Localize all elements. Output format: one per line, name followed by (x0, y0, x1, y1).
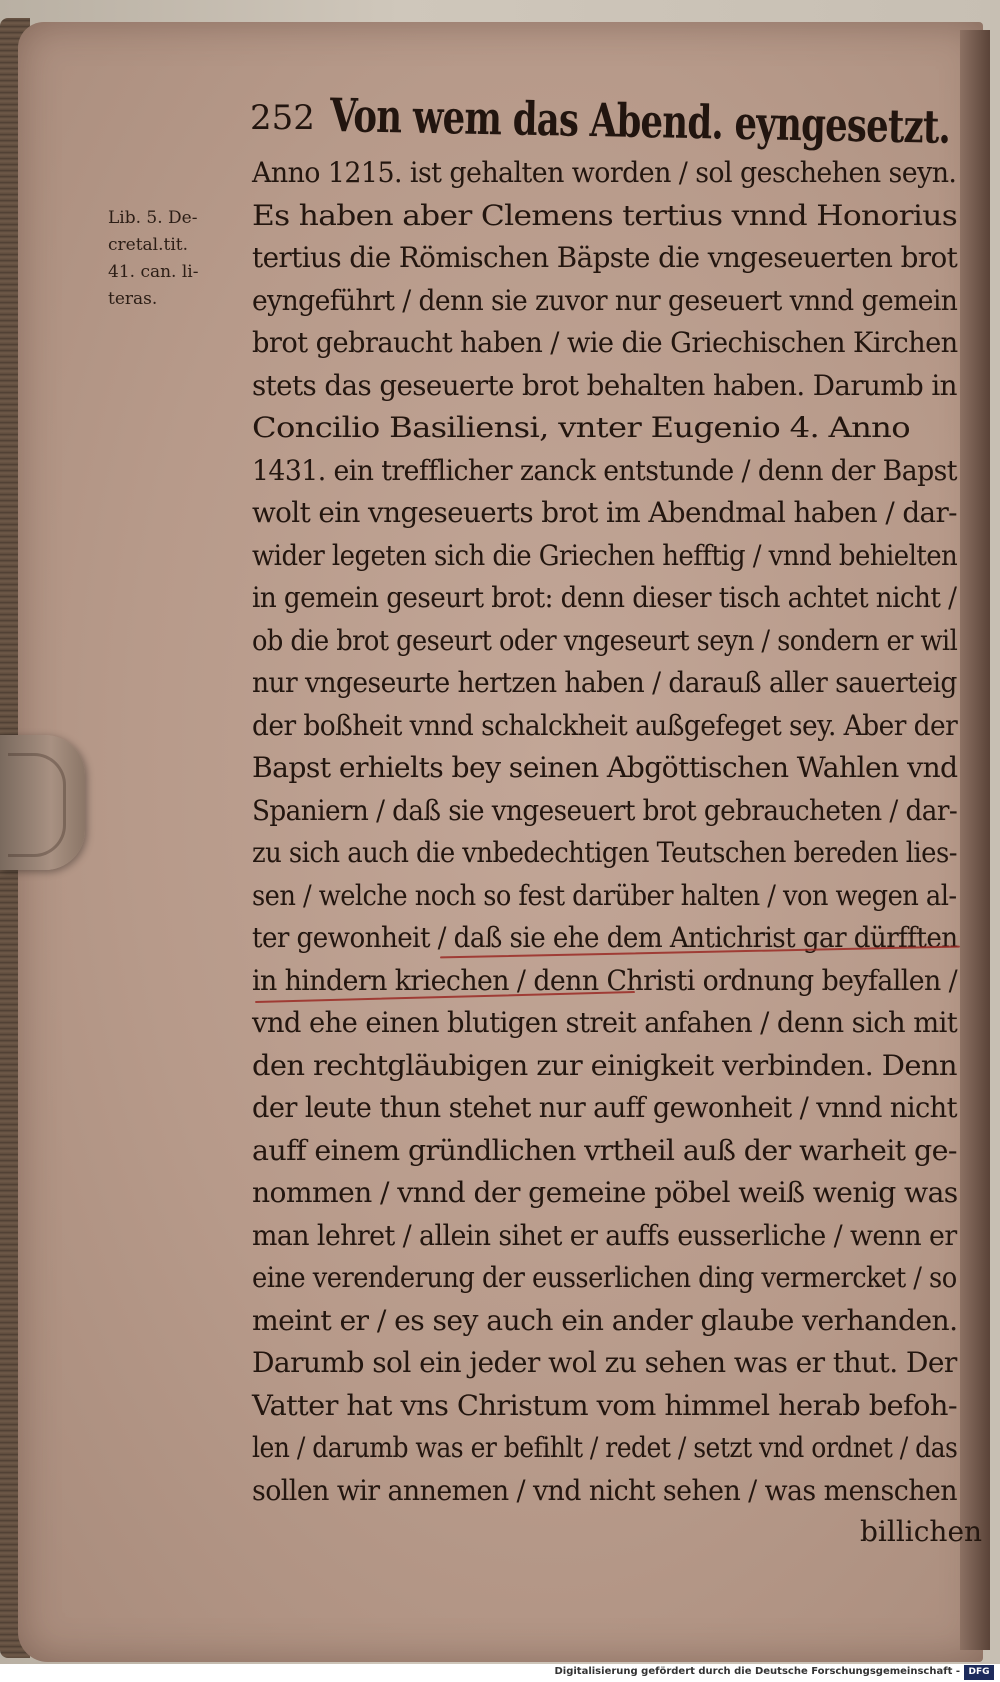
text-line: Darumb sol ein jeder wol zu sehen was er thut. Der (252, 1346, 957, 1379)
text-line: nur vngeseurte hertzen haben / darauß aller sauerteig (252, 666, 957, 699)
text-line: ter gewonheit / daß sie ehe dem Antichrist gar dürfften (252, 921, 958, 954)
catchword: billichen (860, 1515, 983, 1548)
margin-note-line: teras. (108, 289, 158, 309)
footer-credit: Digitalisierung gefördert durch die Deutsche Forschungsgemeinschaft - (554, 1666, 960, 1677)
text-line: len / darumb was er befihlt / redet / setzt vnd ordnet / das (252, 1431, 958, 1464)
text-line: man lehret / allein sihet er auffs eusserliche / wenn er (252, 1218, 957, 1252)
margin-note-line: Lib. 5. De- (108, 208, 198, 228)
text-line: eyngeführt / denn sie zuvor nur geseuert vnnd gemein (252, 283, 958, 317)
text-line: Concilio Basiliensi, vnter Eugenio 4. Anno (252, 411, 910, 444)
dfg-logo: DFG (964, 1665, 994, 1680)
text-line: Anno 1215. ist gehalten worden / sol geschehen seyn. (252, 156, 957, 189)
text-line: wolt ein vngeseuerts brot im Abendmal haben / dar- (252, 496, 957, 529)
text-line: Spaniern / daß sie vngeseuert brot gebraucheten / dar- (252, 793, 958, 827)
text-line: Vatter hat vns Christum vom himmel herab befoh- (252, 1388, 957, 1422)
text-line: stets das geseuerte brot behalten haben. Darumb in (252, 368, 957, 402)
text-line: Bapst erhielts bey seinen Abgöttischen Wahlen vnd (252, 751, 958, 784)
text-line: in hindern kriechen / denn Christi ordnung beyfallen / (252, 963, 958, 997)
text-line: sen / welche noch so fest darüber halten / von wegen al- (252, 878, 957, 912)
text-line: der boßheit vnnd schalckheit außgefeget sey. Aber der (252, 708, 958, 742)
margin-note (108, 205, 218, 313)
text-line: der leute thun stehet nur auff gewonheit / vnnd nicht (252, 1091, 957, 1124)
text-line: meint er / es sey auch ein ander glaube verhanden. (252, 1303, 958, 1337)
text-line: eine verenderung der eusserlichen ding vermercket / so (252, 1261, 957, 1294)
body-text (252, 152, 962, 1512)
text-line: wider legeten sich die Griechen hefftig / vnnd behielten (252, 538, 958, 572)
running-title: Von wem das Abend. eyngesetzt. (329, 88, 951, 154)
text-line: vnd ehe einen blutigen streit anfahen / denn sich mit (252, 1006, 958, 1039)
text-line: nommen / vnnd der gemeine pöbel weiß wenig was (252, 1176, 958, 1209)
page-number: 252 (250, 98, 315, 138)
text-line: Es haben aber Clemens tertius vnnd Honorius (252, 198, 958, 232)
text-line: in gemein geseurt brot: denn dieser tisch achtet nicht / (252, 581, 957, 614)
text-line: tertius die Römischen Bäpste die vngeseuerten brot (252, 241, 958, 274)
bookmark-clip (0, 735, 85, 870)
margin-note-line: 41. can. li- (108, 262, 199, 282)
text-line: sollen wir annemen / vnd nicht sehen / was menschen (252, 1473, 957, 1507)
text-line: auff einem gründlichen vrtheil auß der warheit ge- (252, 1133, 957, 1167)
text-line: 1431. ein trefflicher zanck entstunde / denn der Bapst (252, 453, 957, 487)
text-line: ob die brot geseurt oder vngeseurt seyn / sondern er wil (252, 623, 958, 657)
text-line: den rechtgläubigen zur einigkeit verbinden. Denn (252, 1048, 957, 1082)
margin-note-line: cretal.tit. (108, 235, 189, 255)
text-line: zu sich auch die vnbedechtigen Teutschen bereden lies- (252, 836, 957, 869)
page-header (250, 88, 960, 154)
text-line: brot gebraucht haben / wie die Griechischen Kirchen (252, 326, 958, 359)
